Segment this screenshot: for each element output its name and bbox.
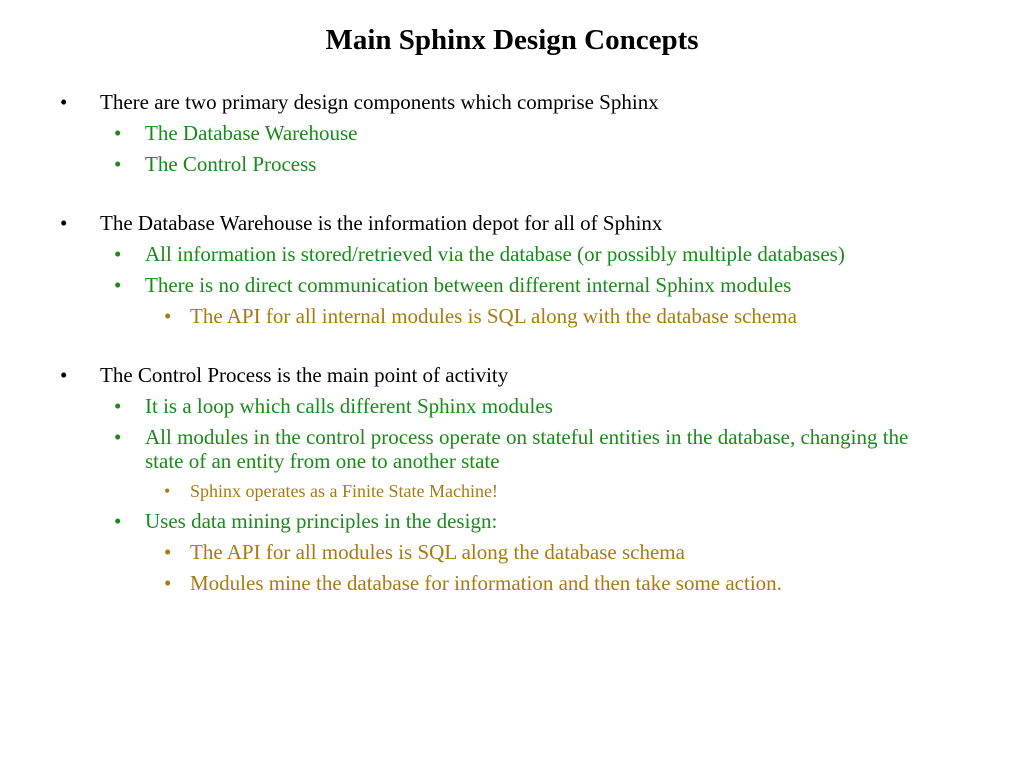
bullet-text: There are two primary design components which comprise Sphinx	[100, 90, 659, 114]
bullet-level2	[0, 394, 1024, 418]
bullet-dot-icon: •	[60, 90, 68, 114]
bullet-level3	[0, 571, 1024, 595]
bullet-content	[0, 86, 1024, 595]
bullet-level2	[0, 509, 1024, 533]
bullet-text: Uses data mining principles in the design:	[145, 509, 498, 533]
bullet-dot-icon: •	[164, 571, 172, 595]
section-spacer	[0, 176, 1024, 207]
bullet-text: All information is stored/retrieved via the database (or possibly multiple databases)	[145, 242, 845, 266]
bullet-text: The API for all internal modules is SQL along with the database schema	[190, 304, 797, 328]
slide-title: Main Sphinx Design Concepts	[325, 24, 699, 56]
bullet-text: There is no direct communication between different internal Sphinx modules	[145, 273, 792, 297]
bullet-level1	[0, 90, 1024, 114]
bullet-text: The Database Warehouse is the information depot for all of Sphinx	[100, 211, 663, 235]
bullet-dot-icon: •	[60, 363, 68, 387]
bullet-text: The Control Process	[145, 152, 317, 176]
bullet-text: All modules in the control process operate on stateful entities in the database, changing the state of an entity from one to another state	[145, 425, 909, 473]
bullet-level2	[0, 152, 1024, 176]
bullet-level3	[0, 304, 1024, 328]
bullet-level3	[0, 480, 1024, 502]
bullet-dot-icon: •	[114, 425, 122, 449]
bullet-dot-icon: •	[114, 273, 122, 297]
bullet-text: The Control Process is the main point of activity	[100, 363, 509, 387]
bullet-dot-icon: •	[164, 304, 172, 328]
bullet-level2	[0, 121, 1024, 145]
bullet-text: Modules mine the database for information and then take some action.	[190, 571, 782, 595]
bullet-dot-icon: •	[114, 242, 122, 266]
bullet-dot-icon: •	[114, 394, 122, 418]
bullet-dot-icon: •	[164, 540, 172, 564]
bullet-dot-icon: •	[114, 509, 122, 533]
bullet-dot-icon: •	[114, 152, 122, 176]
bullet-level1	[0, 363, 1024, 387]
bullet-level1	[0, 211, 1024, 235]
bullet-text: The API for all modules is SQL along the database schema	[190, 540, 685, 564]
bullet-level2	[0, 242, 1024, 266]
bullet-level3	[0, 540, 1024, 564]
bullet-dot-icon: •	[60, 211, 68, 235]
bullet-dot-icon: •	[164, 481, 171, 501]
bullet-level2	[0, 273, 1024, 297]
bullet-level2	[0, 425, 1024, 473]
bullet-text: Sphinx operates as a Finite State Machine!	[190, 481, 498, 501]
bullet-text: It is a loop which calls different Sphinx modules	[145, 394, 553, 418]
bullet-text: The Database Warehouse	[145, 121, 358, 145]
bullet-dot-icon: •	[114, 121, 122, 145]
section-spacer	[0, 328, 1024, 359]
